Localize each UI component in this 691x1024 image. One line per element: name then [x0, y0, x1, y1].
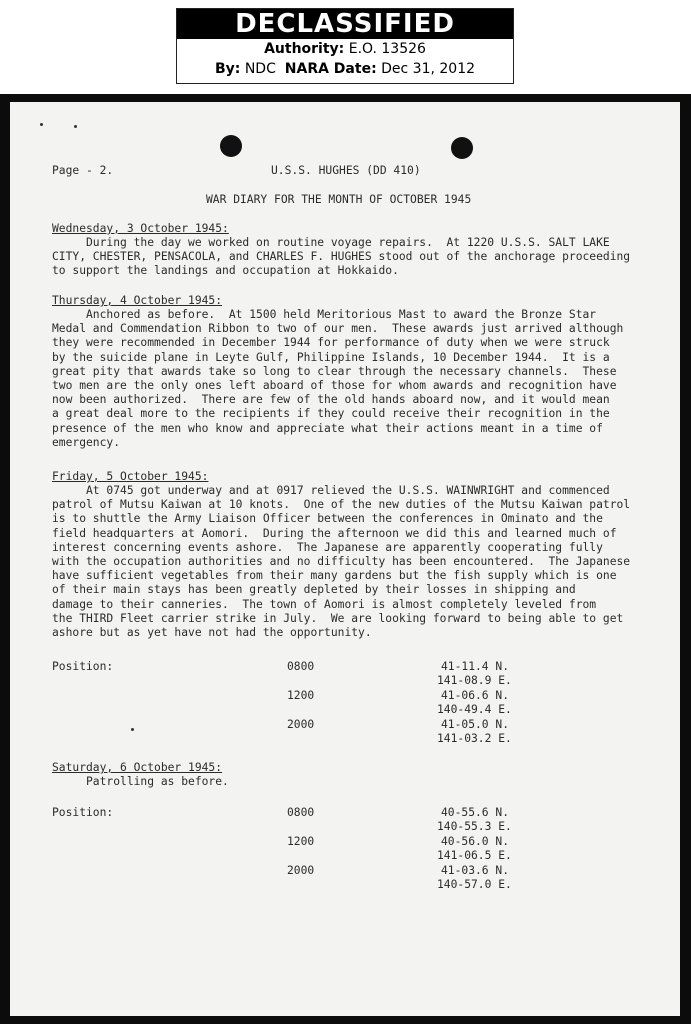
stamp-authority-value: E.O. 13526 [348, 41, 426, 57]
entry-date: Wednesday, 3 October 1945: [52, 222, 229, 235]
entry-line: emergency. [52, 435, 121, 449]
entry-date: Friday, 5 October 1945: [52, 470, 209, 483]
stamp-authority-line [177, 39, 513, 59]
entry-body [52, 775, 229, 789]
binder-hole-left [220, 135, 242, 157]
stamp-nara-label: NARA Date: [284, 61, 377, 77]
entry-line: ashore but as yet have not had the opportunity. [52, 626, 372, 640]
entry-line: field headquarters at Aomori. During the afternoon we did this and learned much of [52, 526, 617, 540]
position-lat: 41-11.4 N. [441, 660, 510, 673]
entry-line: a great deal more to the recipients if they could receive their recognition in the [52, 407, 610, 421]
entry-line: Patrolling as before. [52, 775, 229, 788]
entry-line: During the day we worked on routine voyage repairs. At 1220 U.S.S. SALT LAKE [52, 236, 610, 249]
position-lon: 140-57.0 E. [437, 878, 512, 891]
declassified-stamp [176, 8, 514, 84]
entry-line: great pity that awards take so long to clear through the necessary channels. These [52, 364, 617, 378]
entry-line: have sufficient vegetables from their many gardens but the fish supply which is one [52, 569, 617, 583]
entry-line: damage to their canneries. The town of Aomori is almost completely leveled from [52, 597, 597, 611]
entry-line: interest concerning events ashore. The Japanese are apparently cooperating fully [52, 540, 603, 554]
stamp-by-value: NDC [244, 61, 276, 77]
position-lon: 141-06.5 E. [437, 849, 512, 862]
stamp-authority-label: Authority: [264, 41, 345, 57]
entry-line: now been authorized. There are few of the old hands aboard now, and it would mean [52, 393, 610, 407]
diary-title: WAR DIARY FOR THE MONTH OF OCTOBER 1945 [206, 193, 472, 206]
position-time: 1200 [287, 835, 315, 848]
position-lon: 141-08.9 E. [437, 674, 512, 687]
position-time: 2000 [287, 718, 315, 731]
position-lon: 140-55.3 E. [437, 820, 512, 833]
entry-body [52, 236, 630, 279]
position-lat: 41-05.0 N. [441, 718, 510, 731]
entry-line: to support the landings and occupation at Hokkaido. [52, 264, 399, 278]
position-time: 0800 [287, 806, 315, 819]
position-label: Position: [52, 806, 114, 819]
position-time: 1200 [287, 689, 315, 702]
position-label: Position: [52, 660, 114, 673]
entry-line: two men are the only ones left aboard of those for whom awards and recognition have [52, 379, 617, 393]
entry-date: Saturday, 6 October 1945: [52, 761, 223, 774]
entry-line: At 0745 got underway and at 0917 relieved the U.S.S. WAINWRIGHT and commenced [52, 484, 610, 497]
stamp-nara-value: Dec 31, 2012 [381, 61, 476, 77]
entry-line: presence of the men who know and appreciate what their actions meant in a time of [52, 421, 603, 435]
entry-line: by the suicide plane in Leyte Gulf, Philippine Islands, 10 December 1944. It is a [52, 350, 610, 364]
entry-line: of their main stays has been greatly depleted by their losses in shipping and [52, 583, 576, 597]
position-lon: 141-03.2 E. [437, 732, 512, 745]
position-lon: 140-49.4 E. [437, 703, 512, 716]
speck [40, 123, 43, 126]
entry-line: Anchored as before. At 1500 held Meritorious Mast to award the Bronze Star [52, 308, 597, 321]
position-lat: 40-56.0 N. [441, 835, 510, 848]
entry-line: they were recommended in December 1944 for performance of duty when we were struck [52, 336, 610, 350]
entry-line: CITY, CHESTER, PENSACOLA, and CHARLES F. HUGHES stood out of the anchorage proceeding [52, 250, 631, 264]
stamp-by-label: By: [214, 61, 241, 77]
entry-line: with the occupation authorities and no difficulty has been encountered. The Japanese [52, 555, 631, 569]
position-lat: 40-55.6 N. [441, 806, 510, 819]
speck [131, 728, 134, 731]
position-lat: 41-03.6 N. [441, 864, 510, 877]
entry-line: Medal and Commendation Ribbon to two of our men. These awards just arrived although [52, 322, 624, 336]
page-number: Page - 2. [52, 164, 114, 177]
entry-line: is to shuttle the Army Liaison Officer between the conferences in Ominato and the [52, 512, 603, 526]
speck [74, 125, 77, 128]
ship-name: U.S.S. HUGHES (DD 410) [271, 164, 421, 177]
position-time: 0800 [287, 660, 315, 673]
binder-hole-right [451, 137, 473, 159]
position-lat: 41-06.6 N. [441, 689, 510, 702]
entry-line: the THIRD Fleet carrier strike in July. We are looking forward to being able to get [52, 611, 624, 625]
entry-date: Thursday, 4 October 1945: [52, 294, 223, 307]
entry-body [52, 308, 623, 450]
position-time: 2000 [287, 864, 315, 877]
stamp-title: DECLASSIFIED [177, 9, 513, 39]
entry-line: patrol of Mutsu Kaiwan at 10 knots. One of the new duties of the Mutsu Kaiwan patrol [52, 498, 631, 512]
entry-body [52, 484, 630, 640]
stamp-by-line [177, 59, 513, 79]
